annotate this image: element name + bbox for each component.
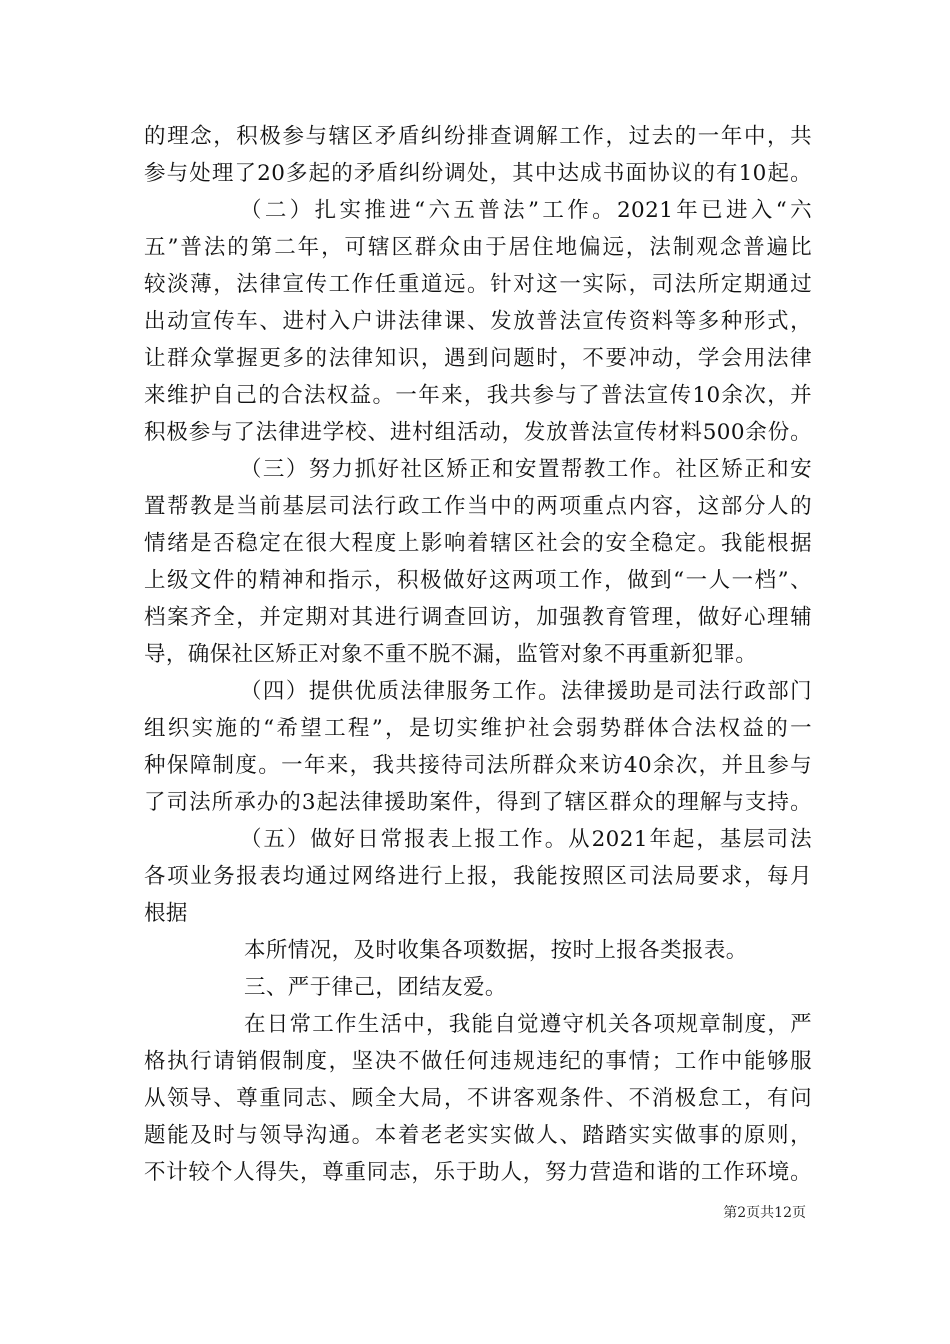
text-line: 置帮教是当前基层司法行政工作当中的两项重点内容，这部分人的 <box>144 494 812 519</box>
text-line: 较淡薄，法律宣传工作任重道远。针对这一实际，司法所定期通过 <box>144 272 812 297</box>
text-line: 积极参与了法律进学校、进村组活动，发放普法宣传材料500余份。 <box>144 420 812 445</box>
text-line: 来维护自己的合法权益。一年来，我共参与了普法宣传10余次，并 <box>144 383 812 408</box>
text-line: 种保障制度。一年来，我共接待司法所群众来访40余次，并且参与 <box>144 753 812 778</box>
paragraph-heading-2: （二）扎实推进“六五普法”工作。2021年已进入“六 <box>240 198 812 223</box>
section-heading-3: 三、严于律己，团结友爱。 <box>244 975 507 1000</box>
paragraph-heading-4: （四）提供优质法律服务工作。法律援助是司法行政部门 <box>240 679 812 704</box>
text-line: 参与处理了20多起的矛盾纠纷调处，其中达成书面协议的有10起。 <box>144 161 812 186</box>
text-line: 了司法所承办的3起法律援助案件，得到了辖区群众的理解与支持。 <box>144 790 812 815</box>
page-number: 第2页共12页 <box>723 1205 806 1221</box>
text-line: 本所情况，及时收集各项数据，按时上报各类报表。 <box>244 938 748 963</box>
text-line: 在日常工作生活中，我能自觉遵守机关各项规章制度，严 <box>244 1012 812 1037</box>
text-line: 情绪是否稳定在很大程度上影响着辖区社会的安全稳定。我能根据 <box>144 531 812 556</box>
text-line: 的理念，积极参与辖区矛盾纠纷排查调解工作，过去的一年中，共 <box>144 124 812 149</box>
paragraph-heading-3: （三）努力抓好社区矫正和安置帮教工作。社区矫正和安 <box>240 457 812 482</box>
body-text <box>144 118 812 1191</box>
text-line: 导，确保社区矫正对象不重不脱不漏，监管对象不再重新犯罪。 <box>144 642 758 667</box>
text-line: 格执行请销假制度，坚决不做任何违规违纪的事情；工作中能够服 <box>144 1049 812 1074</box>
text-line: 五”普法的第二年，可辖区群众由于居住地偏远，法制观念普遍比 <box>144 235 812 260</box>
text-line: 上级文件的精神和指示，积极做好这两项工作，做到“一人一档”、 <box>144 568 812 593</box>
text-line: 根据 <box>144 901 188 926</box>
paragraph-heading-5: （五）做好日常报表上报工作。从2021年起，基层司法 <box>240 827 812 852</box>
text-line: 不计较个人得失，尊重同志，乐于助人，努力营造和谐的工作环境。 <box>144 1160 812 1185</box>
text-line: 各项业务报表均通过网络进行上报，我能按照区司法局要求，每月 <box>144 864 812 889</box>
text-line: 组织实施的“希望工程”，是切实维护社会弱势群体合法权益的一 <box>144 716 812 741</box>
text-line: 档案齐全，并定期对其进行调查回访，加强教育管理，做好心理辅 <box>144 605 812 630</box>
text-line: 题能及时与领导沟通。本着老老实实做人、踏踏实实做事的原则， <box>144 1123 812 1148</box>
text-line: 出动宣传车、进村入户讲法律课、发放普法宣传资料等多种形式， <box>144 309 812 334</box>
text-line: 让群众掌握更多的法律知识，遇到问题时，不要冲动，学会用法律 <box>144 346 812 371</box>
text-line: 从领导、尊重同志、顾全大局，不讲客观条件、不消极怠工，有问 <box>144 1086 812 1111</box>
